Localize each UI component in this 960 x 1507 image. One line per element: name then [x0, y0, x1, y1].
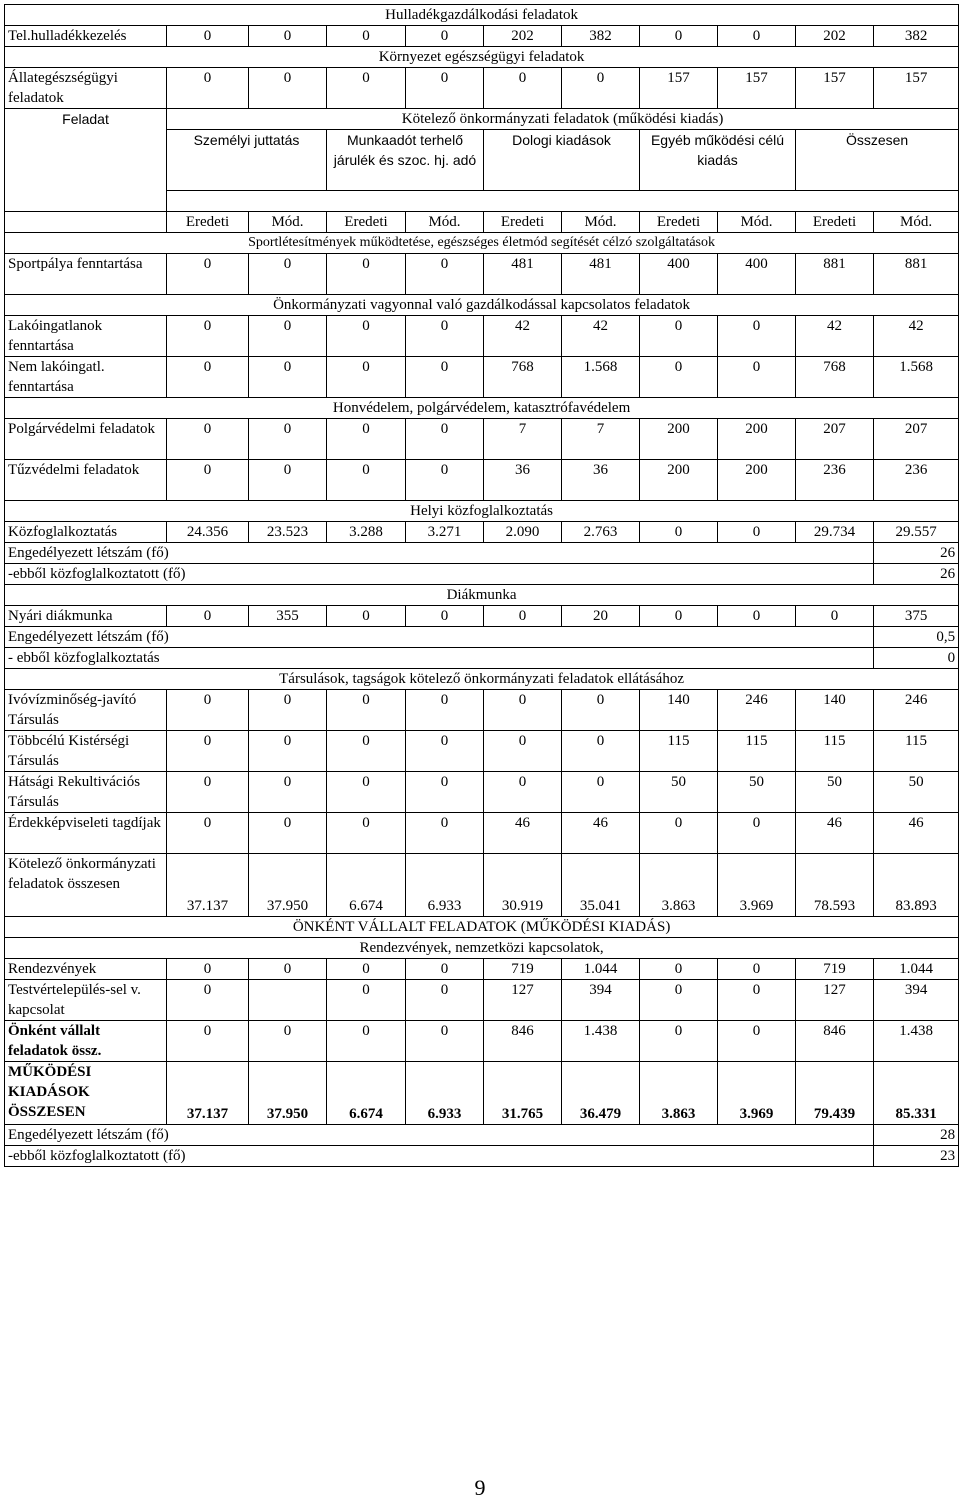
cell: 0	[327, 606, 406, 627]
cell: 0	[167, 419, 249, 460]
cell: 31.765	[484, 1062, 562, 1125]
cell: 0	[167, 357, 249, 398]
cell: 0	[167, 813, 249, 854]
section-row	[5, 669, 959, 690]
cell: 115	[874, 731, 959, 772]
cell: 0	[167, 316, 249, 357]
cell: 0	[562, 68, 640, 109]
cell: 3.288	[327, 522, 406, 543]
row-label: Nem lakóingatl. fenntartása	[5, 357, 167, 398]
cell: 127	[484, 980, 562, 1021]
table-row	[5, 419, 959, 460]
cell: 0	[249, 254, 327, 295]
cell: 246	[874, 690, 959, 731]
cell: 85.331	[874, 1062, 959, 1125]
cell: 0	[167, 731, 249, 772]
cell: 42	[562, 316, 640, 357]
col-eredeti: Eredeti	[484, 212, 562, 233]
cell: 0	[167, 980, 249, 1021]
cell: 0	[406, 357, 484, 398]
header-dologi: Dologi kiadások	[484, 130, 640, 191]
cell: 768	[484, 357, 562, 398]
cell: 0	[562, 690, 640, 731]
cell: 46	[796, 813, 874, 854]
cell: 1.568	[874, 357, 959, 398]
row-label: Polgárvédelmi feladatok	[5, 419, 167, 460]
cell: 42	[874, 316, 959, 357]
cell: 0	[249, 460, 327, 501]
cell: 0	[640, 980, 718, 1021]
col-mod: Mód.	[718, 212, 796, 233]
table-row	[5, 316, 959, 357]
cell: 50	[796, 772, 874, 813]
row-label: Közfoglalkoztatás	[5, 522, 167, 543]
cell: 0	[327, 731, 406, 772]
col-mod: Mód.	[406, 212, 484, 233]
cell: 37.137	[167, 854, 249, 917]
cell: 0	[327, 419, 406, 460]
cell: 719	[796, 959, 874, 980]
section-row	[5, 295, 959, 316]
header-feladat: Feladat	[5, 109, 167, 212]
cell: 0	[249, 68, 327, 109]
section-row	[5, 585, 959, 606]
row-label: Lakóingatlanok fenntartása	[5, 316, 167, 357]
row-label: Érdekképviseleti tagdíjak	[5, 813, 167, 854]
cell: 0	[484, 690, 562, 731]
cell: 382	[874, 26, 959, 47]
cell: 0	[640, 813, 718, 854]
cell: 200	[718, 460, 796, 501]
cell: 0	[406, 26, 484, 47]
row-label: Testvértelepülés-sel v. kapcsolat	[5, 980, 167, 1021]
cell: 0	[718, 26, 796, 47]
section-title: Kötelező önkormányzati feladatok (működési kiadás)	[167, 109, 959, 130]
section-title: Hulladékgazdálkodási feladatok	[5, 5, 959, 26]
cell: 0,5	[874, 627, 959, 648]
table-row	[5, 813, 959, 854]
cell: 28	[874, 1125, 959, 1146]
cell: 140	[640, 690, 718, 731]
row-label: Nyári diákmunka	[5, 606, 167, 627]
cell: 0	[406, 731, 484, 772]
budget-table	[4, 4, 959, 1167]
row-label: -ebből közfoglalkoztatott (fő)	[5, 1146, 874, 1167]
col-mod: Mód.	[562, 212, 640, 233]
cell: 0	[327, 316, 406, 357]
cell: 0	[406, 813, 484, 854]
table-row	[5, 731, 959, 772]
section-title: Önkormányzati vagyonnal való gazdálkodással kapcsolatos feladatok	[5, 295, 959, 316]
cell: 0	[406, 460, 484, 501]
cell: 0	[249, 419, 327, 460]
cell: 0	[406, 772, 484, 813]
cell: 46	[874, 813, 959, 854]
cell: 23	[874, 1146, 959, 1167]
cell: 36	[484, 460, 562, 501]
row-label: Kötelező önkormányzati feladatok összesen	[5, 854, 167, 917]
cell: 0	[406, 690, 484, 731]
header-row	[5, 109, 959, 130]
cell: 0	[406, 606, 484, 627]
cell: 1.438	[562, 1021, 640, 1062]
subheader-row	[5, 212, 959, 233]
cell: 0	[327, 980, 406, 1021]
table-row	[5, 959, 959, 980]
row-label: Tűzvédelmi feladatok	[5, 460, 167, 501]
cell: 23.523	[249, 522, 327, 543]
table-row	[5, 1021, 959, 1062]
cell: 0	[406, 980, 484, 1021]
cell: 35.041	[562, 854, 640, 917]
cell: 0	[249, 357, 327, 398]
cell: 6.674	[327, 1062, 406, 1125]
col-mod: Mód.	[874, 212, 959, 233]
cell: 36	[562, 460, 640, 501]
cell: 0	[484, 772, 562, 813]
cell: 0	[718, 316, 796, 357]
cell: 200	[640, 419, 718, 460]
cell: 0	[640, 1021, 718, 1062]
row-label: Sportpálya fenntartása	[5, 254, 167, 295]
cell: 157	[718, 68, 796, 109]
cell: 881	[874, 254, 959, 295]
cell: 846	[796, 1021, 874, 1062]
header-spacer	[167, 191, 959, 212]
cell: 0	[406, 68, 484, 109]
row-label: Hátsági Rekultivációs Társulás	[5, 772, 167, 813]
cell: 30.919	[484, 854, 562, 917]
cell: 7	[562, 419, 640, 460]
cell: 207	[796, 419, 874, 460]
section-title: Helyi közfoglalkoztatás	[5, 501, 959, 522]
cell: 481	[484, 254, 562, 295]
cell: 400	[640, 254, 718, 295]
table-row	[5, 627, 959, 648]
cell: 0	[167, 690, 249, 731]
cell: 50	[640, 772, 718, 813]
section-title: Sportlétesítmények működtetése, egészséges életmód segítését célzó szolgáltatások	[5, 233, 959, 254]
row-label: Állategészségügyi feladatok	[5, 68, 167, 109]
cell: 46	[562, 813, 640, 854]
col-eredeti: Eredeti	[327, 212, 406, 233]
cell: 127	[796, 980, 874, 1021]
table-row	[5, 854, 959, 917]
cell: 37.950	[249, 1062, 327, 1125]
cell: 0	[406, 254, 484, 295]
cell: 0	[874, 648, 959, 669]
section-title: Honvédelem, polgárvédelem, katasztrófavédelem	[5, 398, 959, 419]
cell: 0	[406, 959, 484, 980]
cell: 382	[562, 26, 640, 47]
cell: 0	[484, 68, 562, 109]
table-row	[5, 606, 959, 627]
table-row	[5, 564, 959, 585]
cell: 394	[562, 980, 640, 1021]
cell: 0	[249, 813, 327, 854]
cell: 0	[718, 357, 796, 398]
section-row	[5, 938, 959, 959]
section-row	[5, 5, 959, 26]
cell: 355	[249, 606, 327, 627]
cell: 0	[167, 460, 249, 501]
cell: 481	[562, 254, 640, 295]
row-label: Tel.hulladékkezelés	[5, 26, 167, 47]
section-row	[5, 917, 959, 938]
table-row	[5, 1062, 959, 1125]
cell: 2.090	[484, 522, 562, 543]
table-row	[5, 68, 959, 109]
cell: 200	[640, 460, 718, 501]
cell: 157	[874, 68, 959, 109]
cell: 0	[718, 813, 796, 854]
cell: 0	[640, 606, 718, 627]
row-label: -ebből közfoglalkoztatott (fő)	[5, 564, 874, 585]
cell: 394	[874, 980, 959, 1021]
cell: 6.674	[327, 854, 406, 917]
col-eredeti: Eredeti	[167, 212, 249, 233]
cell: 0	[484, 731, 562, 772]
table-row	[5, 357, 959, 398]
cell: 768	[796, 357, 874, 398]
cell: 0	[327, 26, 406, 47]
cell: 3.863	[640, 854, 718, 917]
blank-cell	[5, 212, 167, 233]
col-eredeti: Eredeti	[640, 212, 718, 233]
cell: 0	[327, 254, 406, 295]
cell: 1.044	[562, 959, 640, 980]
col-mod: Mód.	[249, 212, 327, 233]
cell: 2.763	[562, 522, 640, 543]
table-row	[5, 254, 959, 295]
cell: 26	[874, 564, 959, 585]
cell: 36.479	[562, 1062, 640, 1125]
cell: 50	[718, 772, 796, 813]
header-szemelyi: Személyi juttatás	[167, 130, 327, 191]
section-title: ÖNKÉNT VÁLLALT FELADATOK (MŰKÖDÉSI KIADÁS)	[5, 917, 959, 938]
cell: 79.439	[796, 1062, 874, 1125]
cell: 202	[484, 26, 562, 47]
cell: 42	[484, 316, 562, 357]
cell: 719	[484, 959, 562, 980]
table-row	[5, 522, 959, 543]
cell: 0	[249, 26, 327, 47]
row-label: Ivóvízminőség-javító Társulás	[5, 690, 167, 731]
row-label: - ebből közfoglalkoztatás	[5, 648, 874, 669]
table-row	[5, 772, 959, 813]
cell: 0	[249, 731, 327, 772]
section-row	[5, 501, 959, 522]
cell: 157	[640, 68, 718, 109]
cell: 37.950	[249, 854, 327, 917]
table-row	[5, 648, 959, 669]
cell: 0	[327, 1021, 406, 1062]
cell: 881	[796, 254, 874, 295]
cell: 140	[796, 690, 874, 731]
cell: 50	[874, 772, 959, 813]
cell: 115	[796, 731, 874, 772]
col-eredeti: Eredeti	[796, 212, 874, 233]
cell: 26	[874, 543, 959, 564]
section-title: Diákmunka	[5, 585, 959, 606]
cell: 3.969	[718, 854, 796, 917]
cell: 6.933	[406, 854, 484, 917]
cell: 42	[796, 316, 874, 357]
cell: 0	[249, 772, 327, 813]
cell: 3.271	[406, 522, 484, 543]
cell: 29.734	[796, 522, 874, 543]
cell: 0	[718, 606, 796, 627]
cell: 29.557	[874, 522, 959, 543]
cell: 0	[718, 959, 796, 980]
cell: 0	[327, 813, 406, 854]
cell: 400	[718, 254, 796, 295]
cell: 24.356	[167, 522, 249, 543]
table-row	[5, 1125, 959, 1146]
cell: 0	[327, 68, 406, 109]
cell: 0	[167, 959, 249, 980]
table-row	[5, 543, 959, 564]
cell: 0	[167, 772, 249, 813]
cell: 7	[484, 419, 562, 460]
cell: 1.438	[874, 1021, 959, 1062]
cell: 157	[796, 68, 874, 109]
cell: 0	[327, 690, 406, 731]
cell: 207	[874, 419, 959, 460]
cell: 0	[249, 1021, 327, 1062]
cell: 202	[796, 26, 874, 47]
section-title: Rendezvények, nemzetközi kapcsolatok,	[5, 938, 959, 959]
cell: 46	[484, 813, 562, 854]
table-row	[5, 26, 959, 47]
cell: 0	[640, 959, 718, 980]
section-title: Környezet egészségügyi feladatok	[5, 47, 959, 68]
section-row	[5, 398, 959, 419]
table-row	[5, 690, 959, 731]
cell: 0	[796, 606, 874, 627]
cell: 236	[874, 460, 959, 501]
cell: 0	[718, 1021, 796, 1062]
table-row	[5, 1146, 959, 1167]
cell: 0	[562, 772, 640, 813]
cell: 0	[640, 316, 718, 357]
cell: 115	[718, 731, 796, 772]
cell: 0	[640, 26, 718, 47]
cell: 246	[718, 690, 796, 731]
cell: 0	[406, 1021, 484, 1062]
table-row	[5, 980, 959, 1021]
row-label: Engedélyezett létszám (fő)	[5, 1125, 874, 1146]
cell: 0	[167, 254, 249, 295]
cell: 0	[167, 26, 249, 47]
cell: 20	[562, 606, 640, 627]
budget-sheet	[4, 4, 956, 1167]
cell: 115	[640, 731, 718, 772]
cell: 0	[167, 1021, 249, 1062]
cell: 1.044	[874, 959, 959, 980]
cell: 375	[874, 606, 959, 627]
page-number: 9	[474, 1475, 486, 1500]
row-label: Rendezvények	[5, 959, 167, 980]
section-title: Társulások, tagságok kötelező önkormányzati feladatok ellátásához	[5, 669, 959, 690]
cell: 236	[796, 460, 874, 501]
cell: 0	[249, 690, 327, 731]
cell: 0	[167, 68, 249, 109]
table-row	[5, 460, 959, 501]
row-label: MŰKÖDÉSI KIADÁSOK ÖSSZESEN	[5, 1062, 167, 1125]
cell: 0	[640, 522, 718, 543]
cell: 0	[718, 522, 796, 543]
cell: 78.593	[796, 854, 874, 917]
cell: 0	[167, 606, 249, 627]
cell: 200	[718, 419, 796, 460]
cell: 3.969	[718, 1062, 796, 1125]
cell: 0	[406, 419, 484, 460]
cell: 0	[249, 959, 327, 980]
cell: 0	[327, 772, 406, 813]
cell: 0	[718, 980, 796, 1021]
row-label: Engedélyezett létszám (fő)	[5, 627, 874, 648]
cell: 3.863	[640, 1062, 718, 1125]
section-row	[5, 233, 959, 254]
row-label: Többcélú Kistérségi Társulás	[5, 731, 167, 772]
row-label: Engedélyezett létszám (fő)	[5, 543, 874, 564]
cell	[249, 980, 327, 1021]
cell: 0	[406, 316, 484, 357]
cell: 846	[484, 1021, 562, 1062]
header-munkaado: Munkaadót terhelő járulék és szoc. hj. adó	[327, 130, 484, 191]
header-osszesen: Összesen	[796, 130, 959, 191]
cell: 1.568	[562, 357, 640, 398]
cell: 0	[327, 357, 406, 398]
cell: 0	[327, 460, 406, 501]
cell: 0	[640, 357, 718, 398]
header-egyeb: Egyéb működési célú kiadás	[640, 130, 796, 191]
row-label: Önként vállalt feladatok össz.	[5, 1021, 167, 1062]
cell: 0	[249, 316, 327, 357]
section-row	[5, 47, 959, 68]
cell: 37.137	[167, 1062, 249, 1125]
cell: 83.893	[874, 854, 959, 917]
cell: 0	[484, 606, 562, 627]
cell: 0	[327, 959, 406, 980]
cell: 6.933	[406, 1062, 484, 1125]
cell: 0	[562, 731, 640, 772]
